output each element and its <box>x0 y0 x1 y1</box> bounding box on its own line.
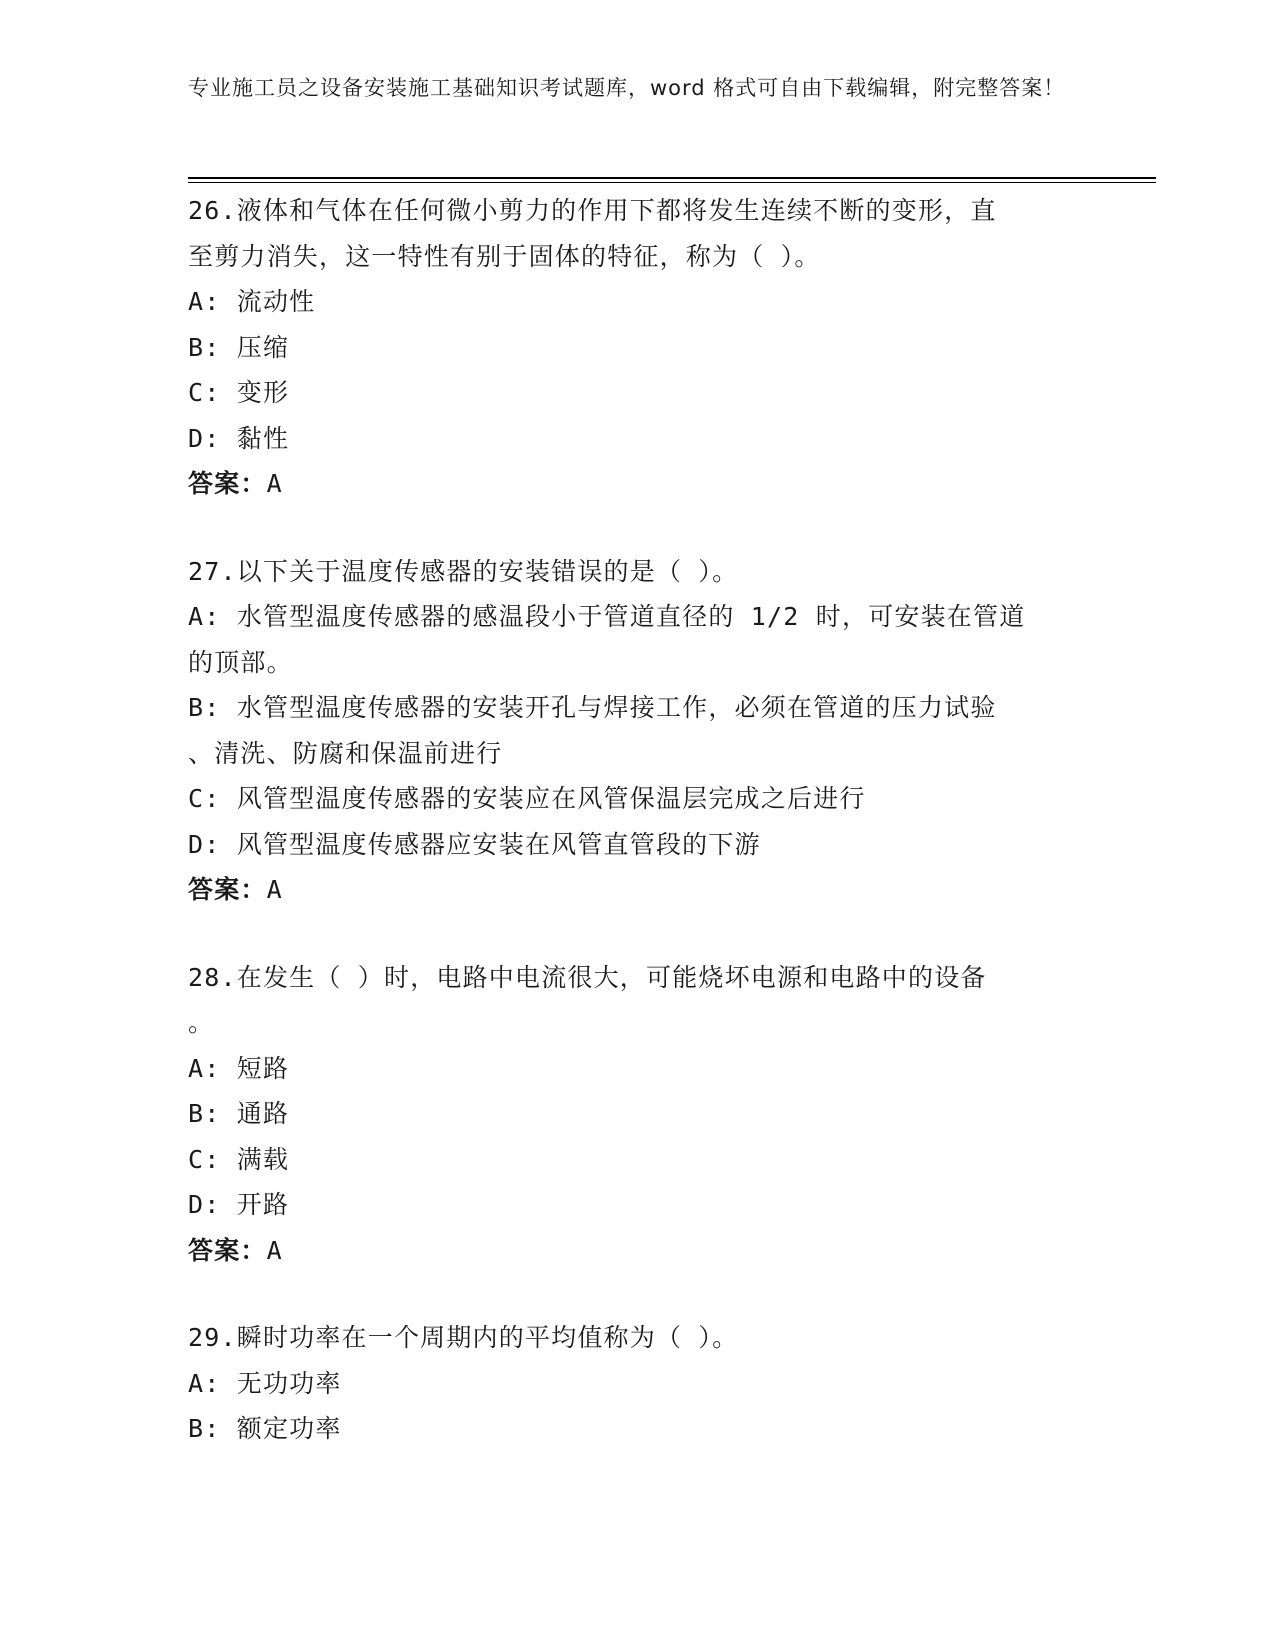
header-rule-thick <box>188 177 1156 179</box>
question-stem-line: 27.以下关于温度传感器的安装错误的是（ ）。 <box>188 556 739 586</box>
answer-label: 答案： <box>188 1235 267 1265</box>
option-a: A: 水管型温度传感器的感温段小于管道直径的 1/2 时，可安装在管道 <box>188 602 1026 631</box>
answer-value: A <box>266 469 283 498</box>
option-d: D: 开路 <box>188 1190 290 1219</box>
question-27 <box>188 549 1088 913</box>
option-b-continuation: 、清洗、防腐和保温前进行 <box>188 738 503 768</box>
option-a-continuation: 的顶部。 <box>188 647 293 677</box>
question-stem-line: 至剪力消失，这一特性有别于固体的特征，称为（ ）。 <box>188 241 821 271</box>
option-b: B: 水管型温度传感器的安装开孔与焊接工作，必须在管道的压力试验 <box>188 693 997 722</box>
question-list <box>188 188 1088 1494</box>
answer-line <box>188 1228 1088 1274</box>
question-stem-line: 26.液体和气体在任何微小剪力的作用下都将发生连续不断的变形，直 <box>188 196 997 225</box>
header-rule-thin <box>188 182 1156 183</box>
option-b: B: 额定功率 <box>188 1414 342 1443</box>
question-stem-line: 28.在发生（ ）时，电路中电流很大，可能烧坏电源和电路中的设备 <box>188 962 987 992</box>
option-a: A: 短路 <box>188 1053 290 1083</box>
answer-label: 答案： <box>188 875 267 904</box>
option-d: D: 黏性 <box>188 423 290 453</box>
answer-value: A <box>266 875 283 904</box>
option-a: A: 无功功率 <box>188 1368 342 1398</box>
option-b: B: 压缩 <box>188 332 290 362</box>
option-c: C: 满载 <box>188 1144 290 1174</box>
question-stem-line: 。 <box>188 1008 215 1037</box>
question-stem-line: 29.瞬时功率在一个周期内的平均值称为（ ）。 <box>188 1323 739 1352</box>
option-c: C: 变形 <box>188 378 290 407</box>
option-d: D: 风管型温度传感器应安装在风管直管段的下游 <box>188 829 761 859</box>
question-29 <box>188 1315 1088 1452</box>
answer-value: A <box>266 1235 283 1265</box>
answer-line <box>188 867 1088 913</box>
option-c: C: 风管型温度传感器的安装应在风管保温层完成之后进行 <box>188 784 866 813</box>
option-a: A: 流动性 <box>188 287 316 316</box>
answer-label: 答案： <box>188 469 267 498</box>
answer-line <box>188 461 1088 507</box>
question-28 <box>188 955 1088 1274</box>
document-header: 专业施工员之设备安装施工基础知识考试题库，word 格式可自由下载编辑，附完整答案！ <box>188 76 1066 100</box>
option-b: B: 通路 <box>188 1099 290 1128</box>
question-26 <box>188 188 1088 507</box>
